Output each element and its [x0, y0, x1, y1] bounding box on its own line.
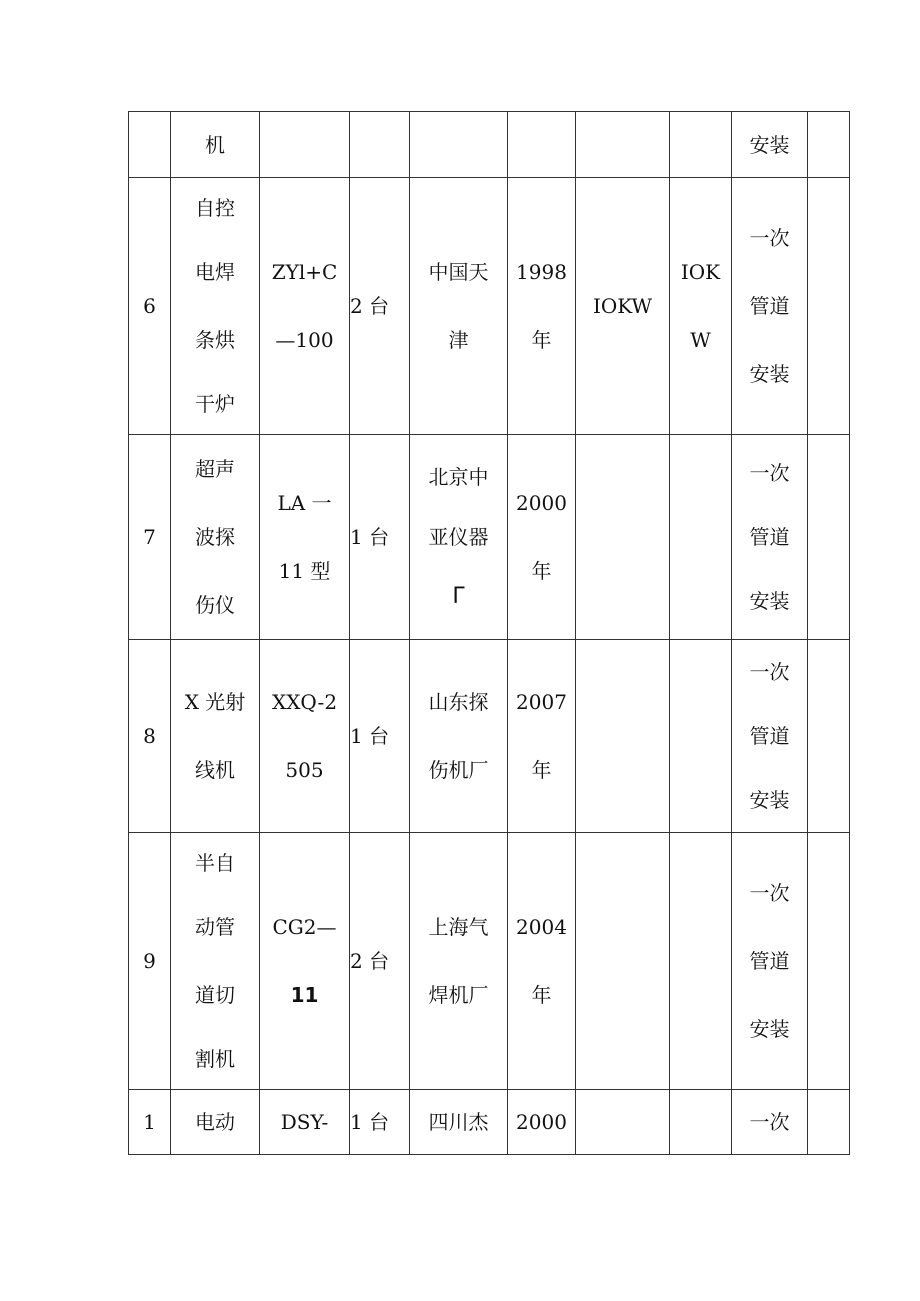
row-number-cell: 7 — [129, 435, 171, 640]
usage-cell — [732, 833, 808, 1090]
equipment-name-line: 自控 — [195, 196, 235, 220]
equipment-name-line: 伤仪 — [195, 593, 235, 617]
quantity-cell: 2 台 — [350, 833, 410, 1090]
quantity-cell — [350, 112, 410, 178]
usage-line: 管道 — [749, 525, 790, 549]
equipment-name-line: 道切 — [195, 983, 235, 1007]
manufacturer-line: 焊机厂 — [428, 983, 489, 1007]
power-cell — [576, 1090, 670, 1155]
quantity-cell: 1 台 — [350, 1090, 410, 1155]
usage-cell — [732, 178, 808, 435]
quantity-cell: 1 台 — [350, 435, 410, 640]
equipment-name-line: 割机 — [195, 1047, 235, 1071]
model-line: LA 一 — [277, 491, 332, 515]
equipment-name-line: 动管 — [195, 915, 235, 939]
year-line: 年 — [531, 328, 552, 352]
table-row — [129, 112, 850, 178]
usage-line: 安装 — [749, 132, 790, 157]
manufacturer-line: 亚仪器 — [428, 525, 489, 549]
usage-line: 一次 — [749, 1110, 790, 1134]
model-line: —100 — [275, 328, 334, 352]
usage-line: 一次 — [749, 881, 790, 905]
manufacturer-cell — [410, 112, 508, 178]
equipment-name-line: X 光射 — [184, 690, 246, 714]
equipment-name-line: 电焊 — [195, 260, 235, 284]
usage-line: 安装 — [749, 589, 790, 613]
usage-line: 一次 — [749, 226, 790, 250]
remarks-cell — [808, 640, 850, 833]
model-line: DSY- — [280, 1110, 329, 1134]
row-number-cell: 8 — [129, 640, 171, 833]
equipment-name-cell — [171, 1090, 260, 1155]
equipment-name-line: 半自 — [195, 851, 235, 875]
capacity-cell — [670, 640, 732, 833]
manufacturer-cell — [410, 640, 508, 833]
usage-cell — [732, 640, 808, 833]
manufacturer-cell — [410, 1090, 508, 1155]
manufacturer-line: 上海气 — [428, 915, 489, 939]
quantity-cell: 2 台 — [350, 178, 410, 435]
power-cell: IOKW — [576, 178, 670, 435]
manufacturer-line: Γ — [452, 584, 465, 609]
capacity-cell — [670, 178, 732, 435]
power-cell — [576, 435, 670, 640]
year-line: 2000 — [516, 491, 567, 515]
model-line: CG2— — [272, 915, 337, 939]
equipment-name-line: 线机 — [195, 758, 235, 782]
manufacturer-line: 伤机厂 — [428, 758, 489, 782]
year-line: 年 — [531, 559, 552, 583]
remarks-cell — [808, 1090, 850, 1155]
model-cell — [260, 435, 350, 640]
equipment-name-cell — [171, 178, 260, 435]
year-line: 2000 — [516, 1110, 567, 1134]
remarks-cell — [808, 435, 850, 640]
model-line: 11 — [290, 983, 319, 1007]
manufacturer-line: 津 — [448, 328, 469, 352]
equipment-table — [128, 111, 850, 1155]
equipment-name-line: 超声 — [195, 457, 235, 481]
capacity-cell — [670, 435, 732, 640]
manufacturer-cell — [410, 833, 508, 1090]
equipment-name-cell — [171, 435, 260, 640]
manufacturer-cell — [410, 178, 508, 435]
equipment-name-line: 干炉 — [195, 392, 235, 416]
usage-line: 安装 — [749, 362, 790, 386]
usage-line: 管道 — [749, 949, 790, 973]
equipment-name-cell — [171, 833, 260, 1090]
year-cell — [508, 435, 576, 640]
capacity-line: W — [690, 328, 711, 352]
capacity-cell — [670, 1090, 732, 1155]
capacity-cell — [670, 833, 732, 1090]
usage-cell — [732, 1090, 808, 1155]
usage-cell — [732, 112, 808, 178]
equipment-name-line: 条烘 — [195, 328, 235, 352]
remarks-cell — [808, 178, 850, 435]
manufacturer-line: 山东探 — [428, 690, 489, 714]
capacity-cell — [670, 112, 732, 178]
usage-line: 安装 — [749, 788, 790, 812]
manufacturer-line: 中国天 — [428, 260, 489, 284]
year-line: 年 — [531, 983, 552, 1007]
year-cell — [508, 112, 576, 178]
manufacturer-line: 四川杰 — [428, 1110, 489, 1134]
equipment-name-cell — [171, 640, 260, 833]
model-cell — [260, 178, 350, 435]
year-line: 2007 — [516, 690, 567, 714]
row-number-cell — [129, 112, 171, 178]
table-row — [129, 435, 850, 640]
capacity-line: IOK — [680, 260, 721, 284]
year-cell — [508, 640, 576, 833]
model-line: ZYl+C — [271, 260, 338, 284]
equipment-name-line: 波探 — [195, 525, 235, 549]
model-line: 505 — [285, 758, 324, 782]
row-number-cell: 9 — [129, 833, 171, 1090]
model-line: XXQ-2 — [271, 690, 338, 714]
year-cell — [508, 1090, 576, 1155]
remarks-cell — [808, 833, 850, 1090]
year-cell — [508, 833, 576, 1090]
manufacturer-cell — [410, 435, 508, 640]
equipment-name-cell — [171, 112, 260, 178]
table-row — [129, 178, 850, 435]
usage-cell — [732, 435, 808, 640]
model-cell — [260, 833, 350, 1090]
usage-line: 一次 — [749, 461, 790, 485]
year-line: 年 — [531, 758, 552, 782]
row-number-cell: 6 — [129, 178, 171, 435]
usage-line: 管道 — [749, 294, 790, 318]
model-cell — [260, 640, 350, 833]
table-row — [129, 833, 850, 1090]
manufacturer-line: 北京中 — [428, 465, 489, 489]
table-row — [129, 640, 850, 833]
power-cell — [576, 833, 670, 1090]
row-number-cell: 1 — [129, 1090, 171, 1155]
power-cell — [576, 640, 670, 833]
model-cell — [260, 1090, 350, 1155]
power-cell — [576, 112, 670, 178]
remarks-cell — [808, 112, 850, 178]
equipment-name-line: 电动 — [195, 1110, 235, 1134]
year-line: 1998 — [516, 260, 567, 284]
table-row — [129, 1090, 850, 1155]
usage-line: 管道 — [749, 724, 790, 748]
year-line: 2004 — [516, 915, 567, 939]
usage-line: 一次 — [749, 660, 790, 684]
usage-line: 安装 — [749, 1017, 790, 1041]
quantity-cell: 1 台 — [350, 640, 410, 833]
model-cell — [260, 112, 350, 178]
model-line: 11 型 — [278, 559, 331, 583]
year-cell — [508, 178, 576, 435]
equipment-name-line: 机 — [205, 132, 225, 157]
